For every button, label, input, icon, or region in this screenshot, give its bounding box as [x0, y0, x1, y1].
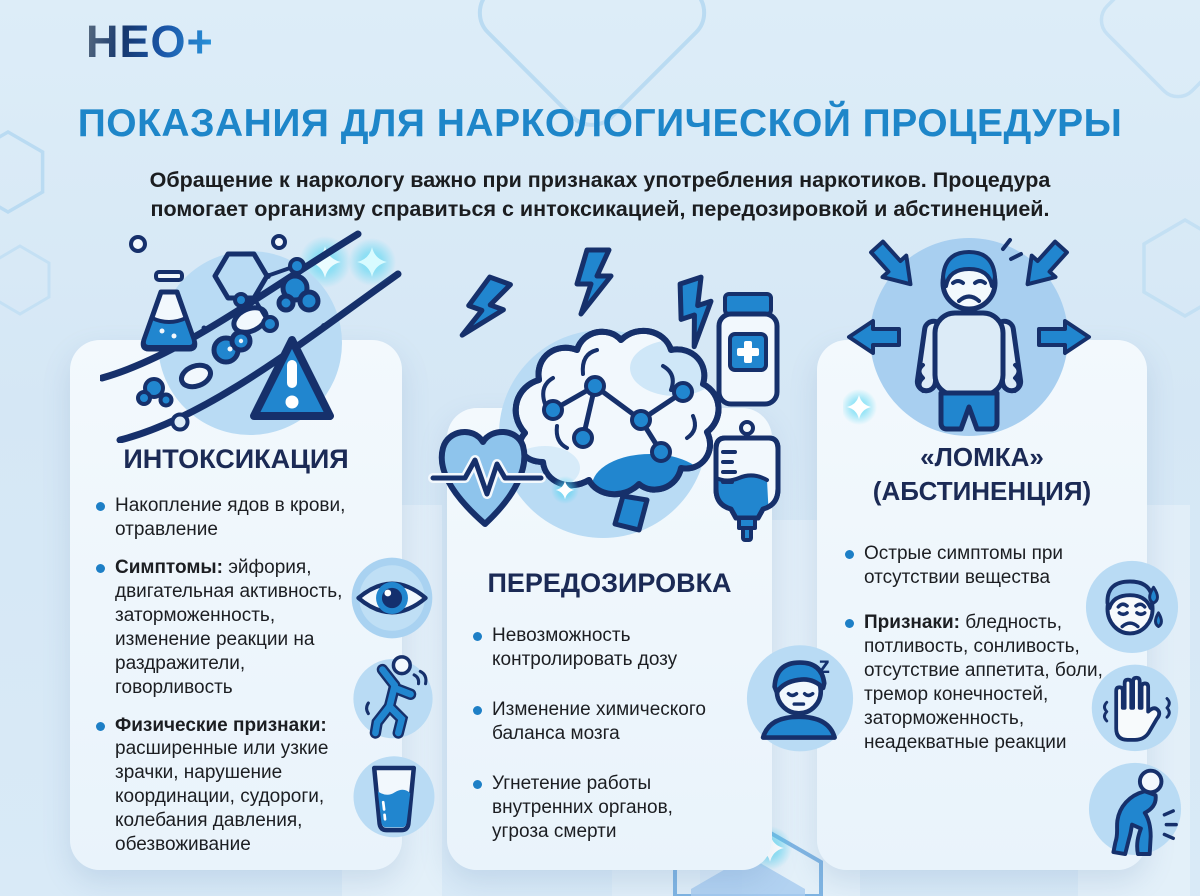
subtitle-line-1: Обращение к наркологу важно при признаках употребления наркотиков. Процедура: [149, 167, 1051, 192]
iv-drip-bag-icon: [713, 422, 778, 540]
card-withdrawal-title: «ЛОМКА» (АБСТИНЕНЦИЯ): [872, 442, 1092, 507]
page-subtitle: [0, 166, 1200, 225]
toxins-bloodstream-icon: [100, 228, 420, 443]
overdose-illustration: [425, 238, 785, 543]
list-item: Признаки: бледность, потливость, сонливость, отсутствие аппетита, боли, тремор конечностей, заторможенность, неадекватные реакции: [843, 611, 1109, 755]
trembling-hand-icon: [1088, 658, 1182, 754]
list-item: Невозможность контролировать дозу: [471, 624, 715, 672]
bullet-dot: [473, 780, 482, 789]
card-intoxication-list: [94, 494, 362, 871]
brain-overload-icon: [425, 238, 785, 543]
bullet-dot: [96, 502, 105, 511]
bullet-dot: [473, 706, 482, 715]
bullet-dot: [473, 632, 482, 641]
list-item: Изменение химического баланса мозга: [471, 698, 715, 746]
dilated-eye-icon: [350, 556, 434, 640]
card-withdrawal-list: [843, 542, 1109, 776]
card-overdose-title: ПЕРЕДОЗИРОВКА: [487, 568, 732, 598]
list-item: Физические признаки: расширенные или узкие зрачки, нарушение координации, судороги, колебания давления, обезвоживание: [94, 714, 362, 858]
list-item: Угнетение работы внутренних органов, угроза смерти: [471, 772, 715, 844]
bullet-dot: [96, 722, 105, 731]
svg-text:z: z: [818, 651, 830, 678]
sweating-face-icon: [1083, 556, 1181, 654]
glass-of-water-icon: [349, 750, 439, 840]
withdrawal-illustration: [843, 225, 1095, 440]
bullet-dot: [845, 619, 854, 628]
hunched-pain-person-icon: [1086, 756, 1184, 856]
medicine-bottle-icon: [719, 294, 777, 404]
person-under-pressure-icon: [843, 225, 1095, 440]
card-overdose-list: [471, 624, 715, 870]
sleeping-person-icon: [742, 636, 858, 756]
bullet-dot: [845, 550, 854, 559]
card-intoxication-title: ИНТОКСИКАЦИЯ: [123, 444, 349, 474]
brand-logo: НЕО+: [86, 16, 214, 67]
list-item: Симптомы: эйфория, двигательная активность, заторможенность, изменение реакции на раздражители, говорливость: [94, 556, 362, 700]
list-item: Острые симптомы при отсутствии вещества: [843, 542, 1109, 590]
restless-person-icon: [349, 652, 437, 740]
page-title: ПОКАЗАНИЯ ДЛЯ НАРКОЛОГИЧЕСКОЙ ПРОЦЕДУРЫ: [77, 102, 1123, 146]
subtitle-line-2: помогает организму справиться с интоксикацией, передозировкой и абстиненцией.: [150, 197, 1050, 222]
list-item: Накопление ядов в крови, отравление: [94, 494, 362, 542]
brain-stem: [615, 496, 647, 530]
intoxication-illustration: [100, 228, 420, 443]
bullet-dot: [96, 564, 105, 573]
heart-ecg-icon: [433, 432, 541, 524]
